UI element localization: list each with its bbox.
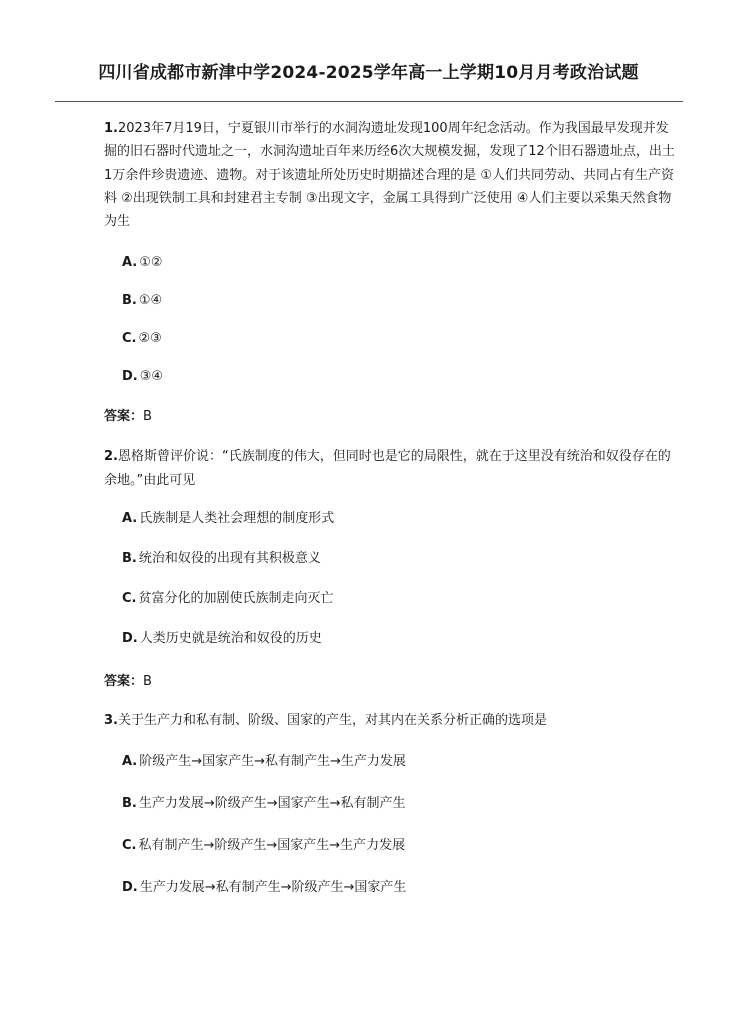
page-title: 四川省成都市新津中学2024-2025学年高一上学期10月月考政治试题 [98, 63, 639, 83]
option-letter: D. [122, 631, 138, 647]
question-3-text: 关于生产力和私有制、阶级、国家的产生，对其内在关系分析正确的选项是 [117, 713, 547, 729]
question-2-number: 2. [104, 449, 118, 465]
question-3-option-a[interactable] [104, 753, 679, 771]
answer-label: 答案： [104, 409, 144, 425]
answer-value: B [143, 409, 152, 425]
question-1-option-c[interactable] [104, 330, 679, 348]
option-text: ③④ [139, 369, 164, 385]
option-text: 统治和奴役的出现有其积极意义 [138, 551, 321, 567]
question-2 [104, 445, 679, 691]
question-1-stem [104, 117, 679, 233]
question-1-text: 2023年7月19日，宁夏银川市举行的水洞沟遗址发现100周年纪念活动。作为我国最早发现并发掘的旧石器时代遗址之一，水洞沟遗址百年来历经6次大规模发掘，发现了12个旧石器遗址点，出土1万余件珍贵遗迹、遗物。对于该遗址所处历史时期描述合理的是 ①人们共同劳动、共同占有生产资料 ②出现铁制工具和封建君主专制 ③出现文字，金属工具得到广泛使用 ④人们主要以采集天然食物为生 [104, 121, 675, 230]
option-text: ②③ [138, 331, 162, 347]
option-text: 氏族制是人类社会理想的制度形式 [139, 511, 335, 527]
option-text: ①② [139, 255, 163, 271]
option-letter: C. [122, 591, 137, 607]
answer-value: B [143, 674, 152, 690]
option-letter: B. [122, 293, 137, 309]
question-list [104, 117, 679, 897]
option-letter: C. [122, 331, 137, 347]
option-letter: A. [122, 255, 138, 271]
option-text: 贫富分化的加剧使氏族制走向灭亡 [138, 591, 334, 607]
option-letter: A. [122, 511, 138, 527]
option-text: 私有制产生→阶级产生→国家产生→生产力发展 [138, 838, 406, 854]
option-text: ①④ [138, 293, 163, 309]
question-3-options [104, 753, 679, 897]
answer-label: 答案： [104, 674, 144, 690]
option-letter: A. [122, 754, 138, 770]
option-text: 人类历史就是统治和奴役的历史 [139, 631, 322, 647]
option-text: 阶级产生→国家产生→私有制产生→生产力发展 [139, 754, 406, 770]
question-1-option-a[interactable] [104, 254, 679, 272]
question-1-option-b[interactable] [104, 292, 679, 310]
option-letter: D. [122, 369, 138, 385]
question-1-option-d[interactable] [104, 368, 679, 386]
question-1-answer [104, 408, 679, 426]
question-2-option-c[interactable] [104, 590, 679, 608]
question-2-answer [104, 673, 679, 691]
title-divider [55, 101, 683, 102]
question-3-option-b[interactable] [104, 795, 679, 813]
question-2-option-a[interactable] [104, 510, 679, 528]
question-1 [104, 117, 679, 426]
option-letter: B. [122, 551, 137, 567]
question-1-number: 1. [104, 121, 118, 136]
question-1-options [104, 254, 679, 386]
question-3-number: 3. [104, 713, 118, 729]
option-text: 生产力发展→私有制产生→阶级产生→国家产生 [139, 880, 407, 896]
question-3-option-d[interactable] [104, 879, 679, 897]
option-letter: B. [122, 796, 137, 812]
question-2-text: 恩格斯曾评价说：“氏族制度的伟大，但同时也是它的局限性，就在于这里没有统治和奴役存在的余地。”由此可见 [104, 449, 671, 488]
option-text: 生产力发展→阶级产生→国家产生→私有制产生 [138, 796, 406, 812]
question-2-option-b[interactable] [104, 550, 679, 568]
question-3 [104, 709, 679, 897]
option-letter: D. [122, 880, 138, 896]
option-letter: C. [122, 838, 137, 854]
question-2-option-d[interactable] [104, 630, 679, 648]
question-3-stem [104, 709, 679, 732]
question-2-stem [104, 445, 679, 492]
question-2-options [104, 510, 679, 648]
question-3-option-c[interactable] [104, 837, 679, 855]
